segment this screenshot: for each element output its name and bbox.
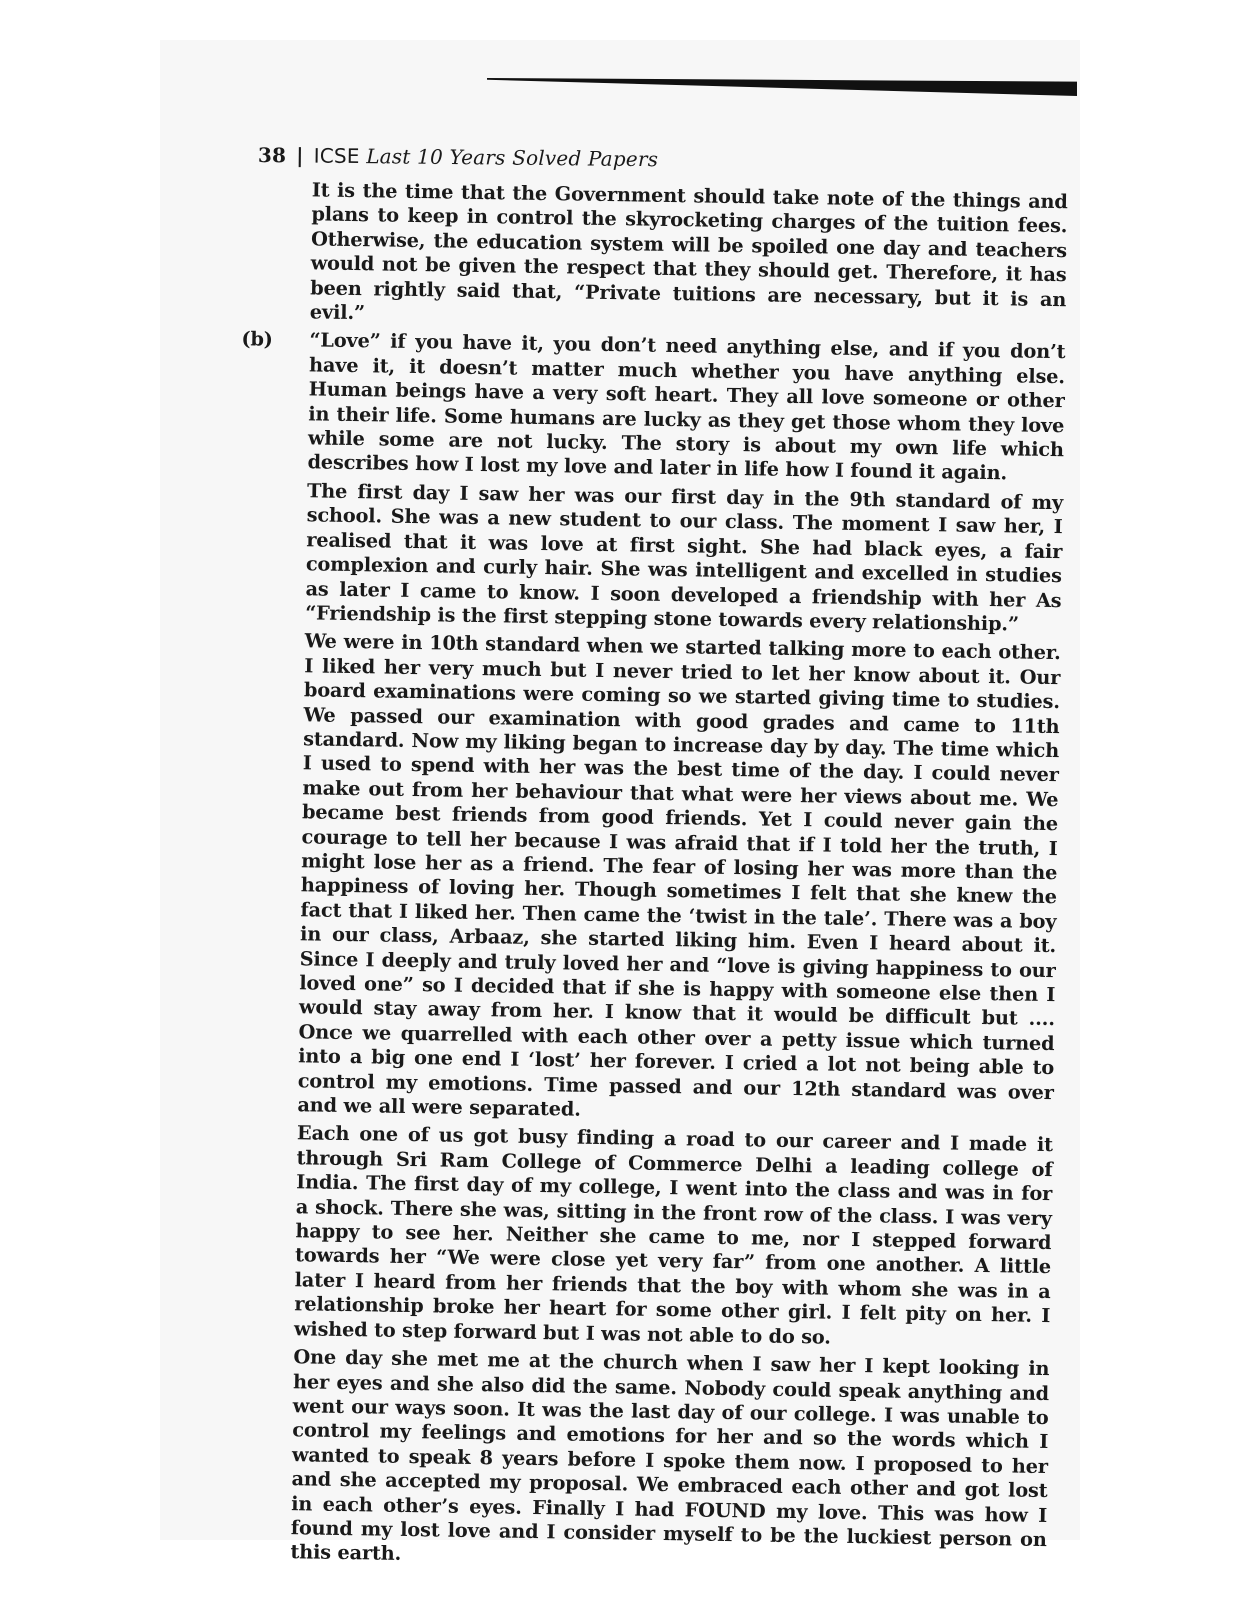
running-header <box>258 143 658 171</box>
part-label: (b) <box>241 327 273 352</box>
book-prefix: ICSE <box>313 143 360 169</box>
page-number: 38 <box>257 143 287 168</box>
paragraph: We were in 10th standard when we started talking more to each other. I liked her very much but I never tried to let her know about it. Our board examinations were coming so we started giving time to studies. We passed our examination with good grades and came to 11th standard. Now my liking began to increase day by day. The time which I used to spend with her was the best time of the day. I could never make out from her behaviour that what were her views about me. We became best friends from good friends. Yet I could never gain the courage to tell her because I was afraid that if I told her the truth, I might lose her as a friend. The fear of losing her was more than the happiness of loving her. Though sometimes I felt that she knew the fact that I liked her. Then came the ‘twist in the tale’. There was a boy in our class, Arbaaz, she started liking him. Even I heard about it. Since I deeply and truly loved her and “love is giving happiness to our loved one” so I decided that if she is happy with someone else then I would stay away from her. I know that it would be difficult but .... Once we quarrelled with each other over a petty issue which turned into a big one end I ‘lost’ her forever. I cried a lot not being able to control my emotions. Time passed and our 12th standard was over and we all were separated. <box>297 629 1061 1121</box>
paragraph: “Love” if you have it, you don’t need anything else, and if you don’t have it, it doesn’t matter much whether you have anything else. Human beings have a very soft heart. They all love someone or other in their life. Some humans are lucky as they get those whom they love while some are not lucky. The story is about my own life which describes how I lost my love and later in life how I found it again. <box>307 328 1066 485</box>
page-body <box>241 178 1068 1581</box>
paragraph: One day she met me at the church when I saw her I kept looking in her eyes and she also did the same. Nobody could speak anything and went our ways soon. It was the last day of our college. I was unable to control my feelings and emotions for her and so the words which I wanted to speak 8 years before I spoke them now. I proposed to her and she accepted my proposal. We embraced each other and got lost in each other’s eyes. Finally I had FOUND my love. This was how I found my lost love and I consider myself to be the luckiest person on this earth. <box>290 1345 1050 1566</box>
intro-paragraph: It is the time that the Government should take note of the things and plans to keep in control the skyrocketing charges of the tuition fees. Otherwise, the education system will be spoiled one day and teachers would not be given the respect that they should get. Therefore, it has been rightly said that, “Private tuitions are necessary, but it is an evil.” <box>309 178 1068 325</box>
header-separator: | <box>296 143 304 168</box>
paragraph: Each one of us got busy finding a road to our career and I made it through Sri Ram College of Commerce Delhi a leading college of India. The first day of my college, I went into the class and was in for a shock. There she was, sitting in the front row of the class. I was very happy to see her. Neither she came to me, nor I stepped forward towards her “We were close yet very far” from one another. A little later I heard from her friends that the boy with whom she was in a relationship broke her heart for some other girl. I felt pity on her. I wished to step forward but I was not able to do so. <box>293 1121 1054 1349</box>
book-title: Last 10 Years Solved Papers <box>366 144 659 172</box>
answer-part-b <box>241 327 1066 487</box>
paragraph: The first day I saw her was our first day in the 9th standard of my school. She was a new student to our class. The moment I saw her, I realised that it was love at first sight. She had black eyes, a fair complexion and curly hair. She was intelligent and excelled in studies as later I came to know. I soon developed a friendship with her As “Friendship is the first stepping stone towards every relationship.” <box>304 479 1064 636</box>
